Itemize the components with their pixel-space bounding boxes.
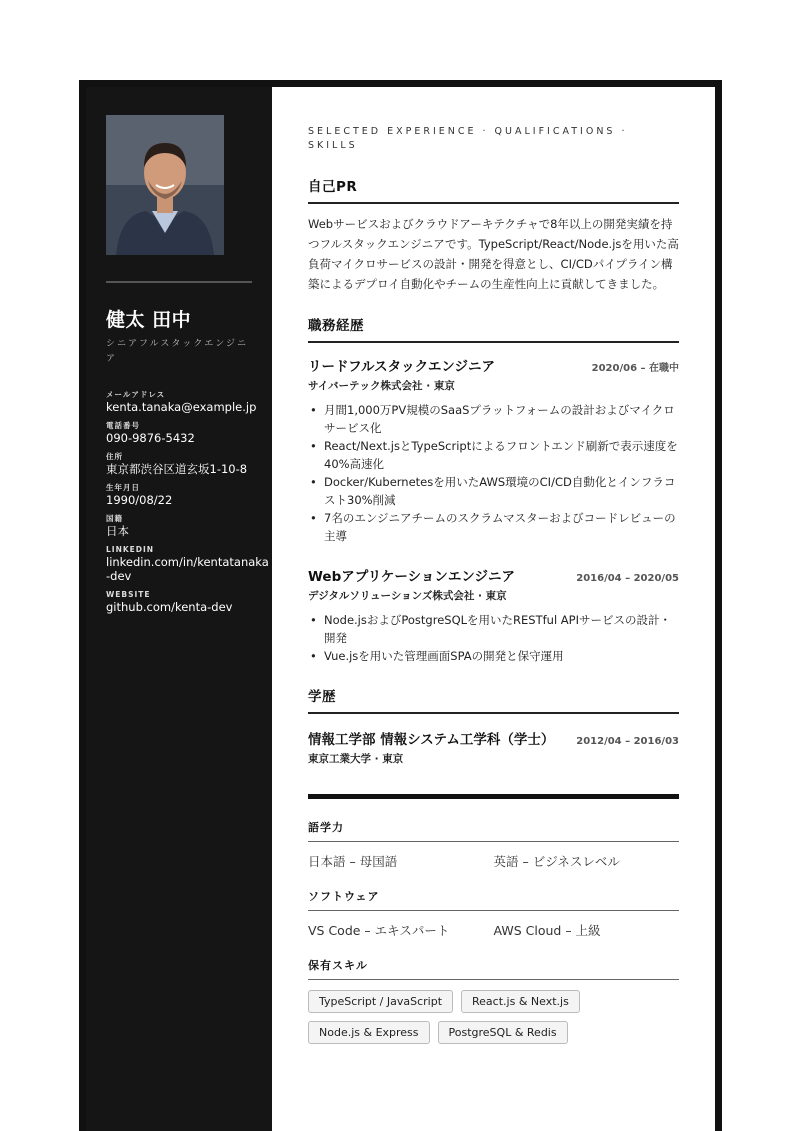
- section-heading-skills: 保有スキル: [308, 957, 679, 980]
- software-item: VS Code – エキスパート: [308, 923, 450, 938]
- language-item: 日本語 – 母国語: [308, 854, 398, 869]
- sidebar-divider: [106, 281, 252, 283]
- education-degree: 情報工学部 情報システム工学科（学士）: [308, 732, 555, 748]
- skill-tag: React.js & Next.js: [461, 990, 580, 1013]
- contact-address: [106, 452, 271, 476]
- list-item: • React/Next.jsとTypeScriptによるフロントエンド刷新で表示速度を40%高速化: [322, 437, 679, 473]
- contact-label: WEBSITE: [106, 590, 151, 599]
- contact-label: 生年月日: [106, 483, 140, 492]
- skill-tag: TypeScript / JavaScript: [308, 990, 453, 1013]
- job-date: 2020/06 – 在職中: [591, 363, 679, 374]
- job-entry: [308, 355, 679, 545]
- contact-label: 電話番号: [106, 421, 140, 430]
- job-company: デジタルソリューションズ株式会社 · 東京: [308, 590, 507, 602]
- contact-website: [106, 590, 271, 614]
- job-company: サイバーテック株式会社 · 東京: [308, 380, 455, 392]
- contact-value[interactable]: kenta.tanaka@example.jp: [106, 400, 257, 414]
- contact-nationality: [106, 514, 271, 538]
- education-school: 東京工業大学 · 東京: [308, 753, 404, 765]
- skill-tag: PostgreSQL & Redis: [438, 1021, 568, 1044]
- contact-value: 090-9876-5432: [106, 431, 195, 445]
- job-title: リードフルスタックエンジニア: [308, 359, 496, 375]
- profile-name: 健太 田中: [106, 309, 192, 331]
- section-heading-pr: 自己PR: [308, 175, 679, 204]
- section-heading-education: 学歴: [308, 685, 679, 714]
- job-bullets: [308, 611, 679, 665]
- section-heading-software: ソフトウェア: [308, 888, 679, 911]
- sidebar: [86, 87, 272, 1131]
- contact-label: 住所: [106, 452, 123, 461]
- language-item: 英語 – ビジネスレベル: [493, 854, 620, 869]
- main-content: [272, 87, 715, 1131]
- profile-title: シニアフルスタックエンジニア: [106, 339, 248, 364]
- list-item: • 月間1,000万PV規模のSaaSプラットフォームの設計およびマイクロサービス化: [322, 401, 679, 437]
- software-item: AWS Cloud – 上級: [493, 923, 601, 938]
- section-heading-languages: 語学力: [308, 819, 679, 842]
- contact-linkedin: [106, 545, 271, 583]
- skill-tag: Node.js & Express: [308, 1021, 430, 1044]
- contact-label: LINKEDIN: [106, 545, 155, 554]
- list-item: • Docker/Kubernetesを用いたAWS環境のCI/CD自動化とインフラコスト30%削減: [322, 473, 679, 509]
- education-date: 2012/04 – 2016/03: [576, 736, 679, 747]
- software-list: [308, 921, 679, 939]
- job-date: 2016/04 – 2020/05: [576, 573, 679, 584]
- contact-value: 東京都渋谷区道玄坂1-10-8: [106, 462, 248, 476]
- pr-text: Webサービスおよびクラウドアーキテクチャで8年以上の開発実績を持つフルスタックエンジニアです。TypeScript/React/Node.jsを用いた高負荷マイクロサービスの設計・開発を得意とし、CI/CDパイプライン構築によるデプロイ自動化やチームの生産性向上に貢献してきました。: [308, 217, 679, 291]
- contact-label: 国籍: [106, 514, 123, 523]
- job-entry: [308, 565, 679, 665]
- contact-value: 1990/08/22: [106, 493, 173, 507]
- contact-phone: [106, 421, 271, 445]
- contact-value: 日本: [106, 524, 129, 538]
- list-item: • Node.jsおよびPostgreSQLを用いたRESTful APIサービスの設計・開発: [322, 611, 679, 647]
- skill-tags: [308, 990, 679, 1044]
- contact-birthdate: [106, 483, 271, 507]
- contact-value[interactable]: linkedin.com/in/kentatanaka-dev: [106, 555, 269, 583]
- education-entry: [308, 728, 679, 766]
- language-list: [308, 852, 679, 870]
- contact-email: [106, 390, 271, 414]
- list-item: • Vue.jsを用いた管理画面SPAの開発と保守運用: [322, 647, 679, 665]
- section-divider: [308, 794, 679, 799]
- overline: SELECTED EXPERIENCE · QUALIFICATIONS · SKILLS: [308, 126, 628, 151]
- list-item: • 7名のエンジニアチームのスクラムマスターおよびコードレビューの主導: [322, 509, 679, 545]
- contact-label: メールアドレス: [106, 390, 166, 399]
- contact-list: [106, 390, 271, 621]
- job-bullets: [308, 401, 679, 545]
- profile-photo: [106, 115, 224, 255]
- section-heading-experience: 職務経歴: [308, 314, 679, 343]
- contact-value[interactable]: github.com/kenta-dev: [106, 600, 233, 614]
- job-title: Webアプリケーションエンジニア: [308, 569, 516, 585]
